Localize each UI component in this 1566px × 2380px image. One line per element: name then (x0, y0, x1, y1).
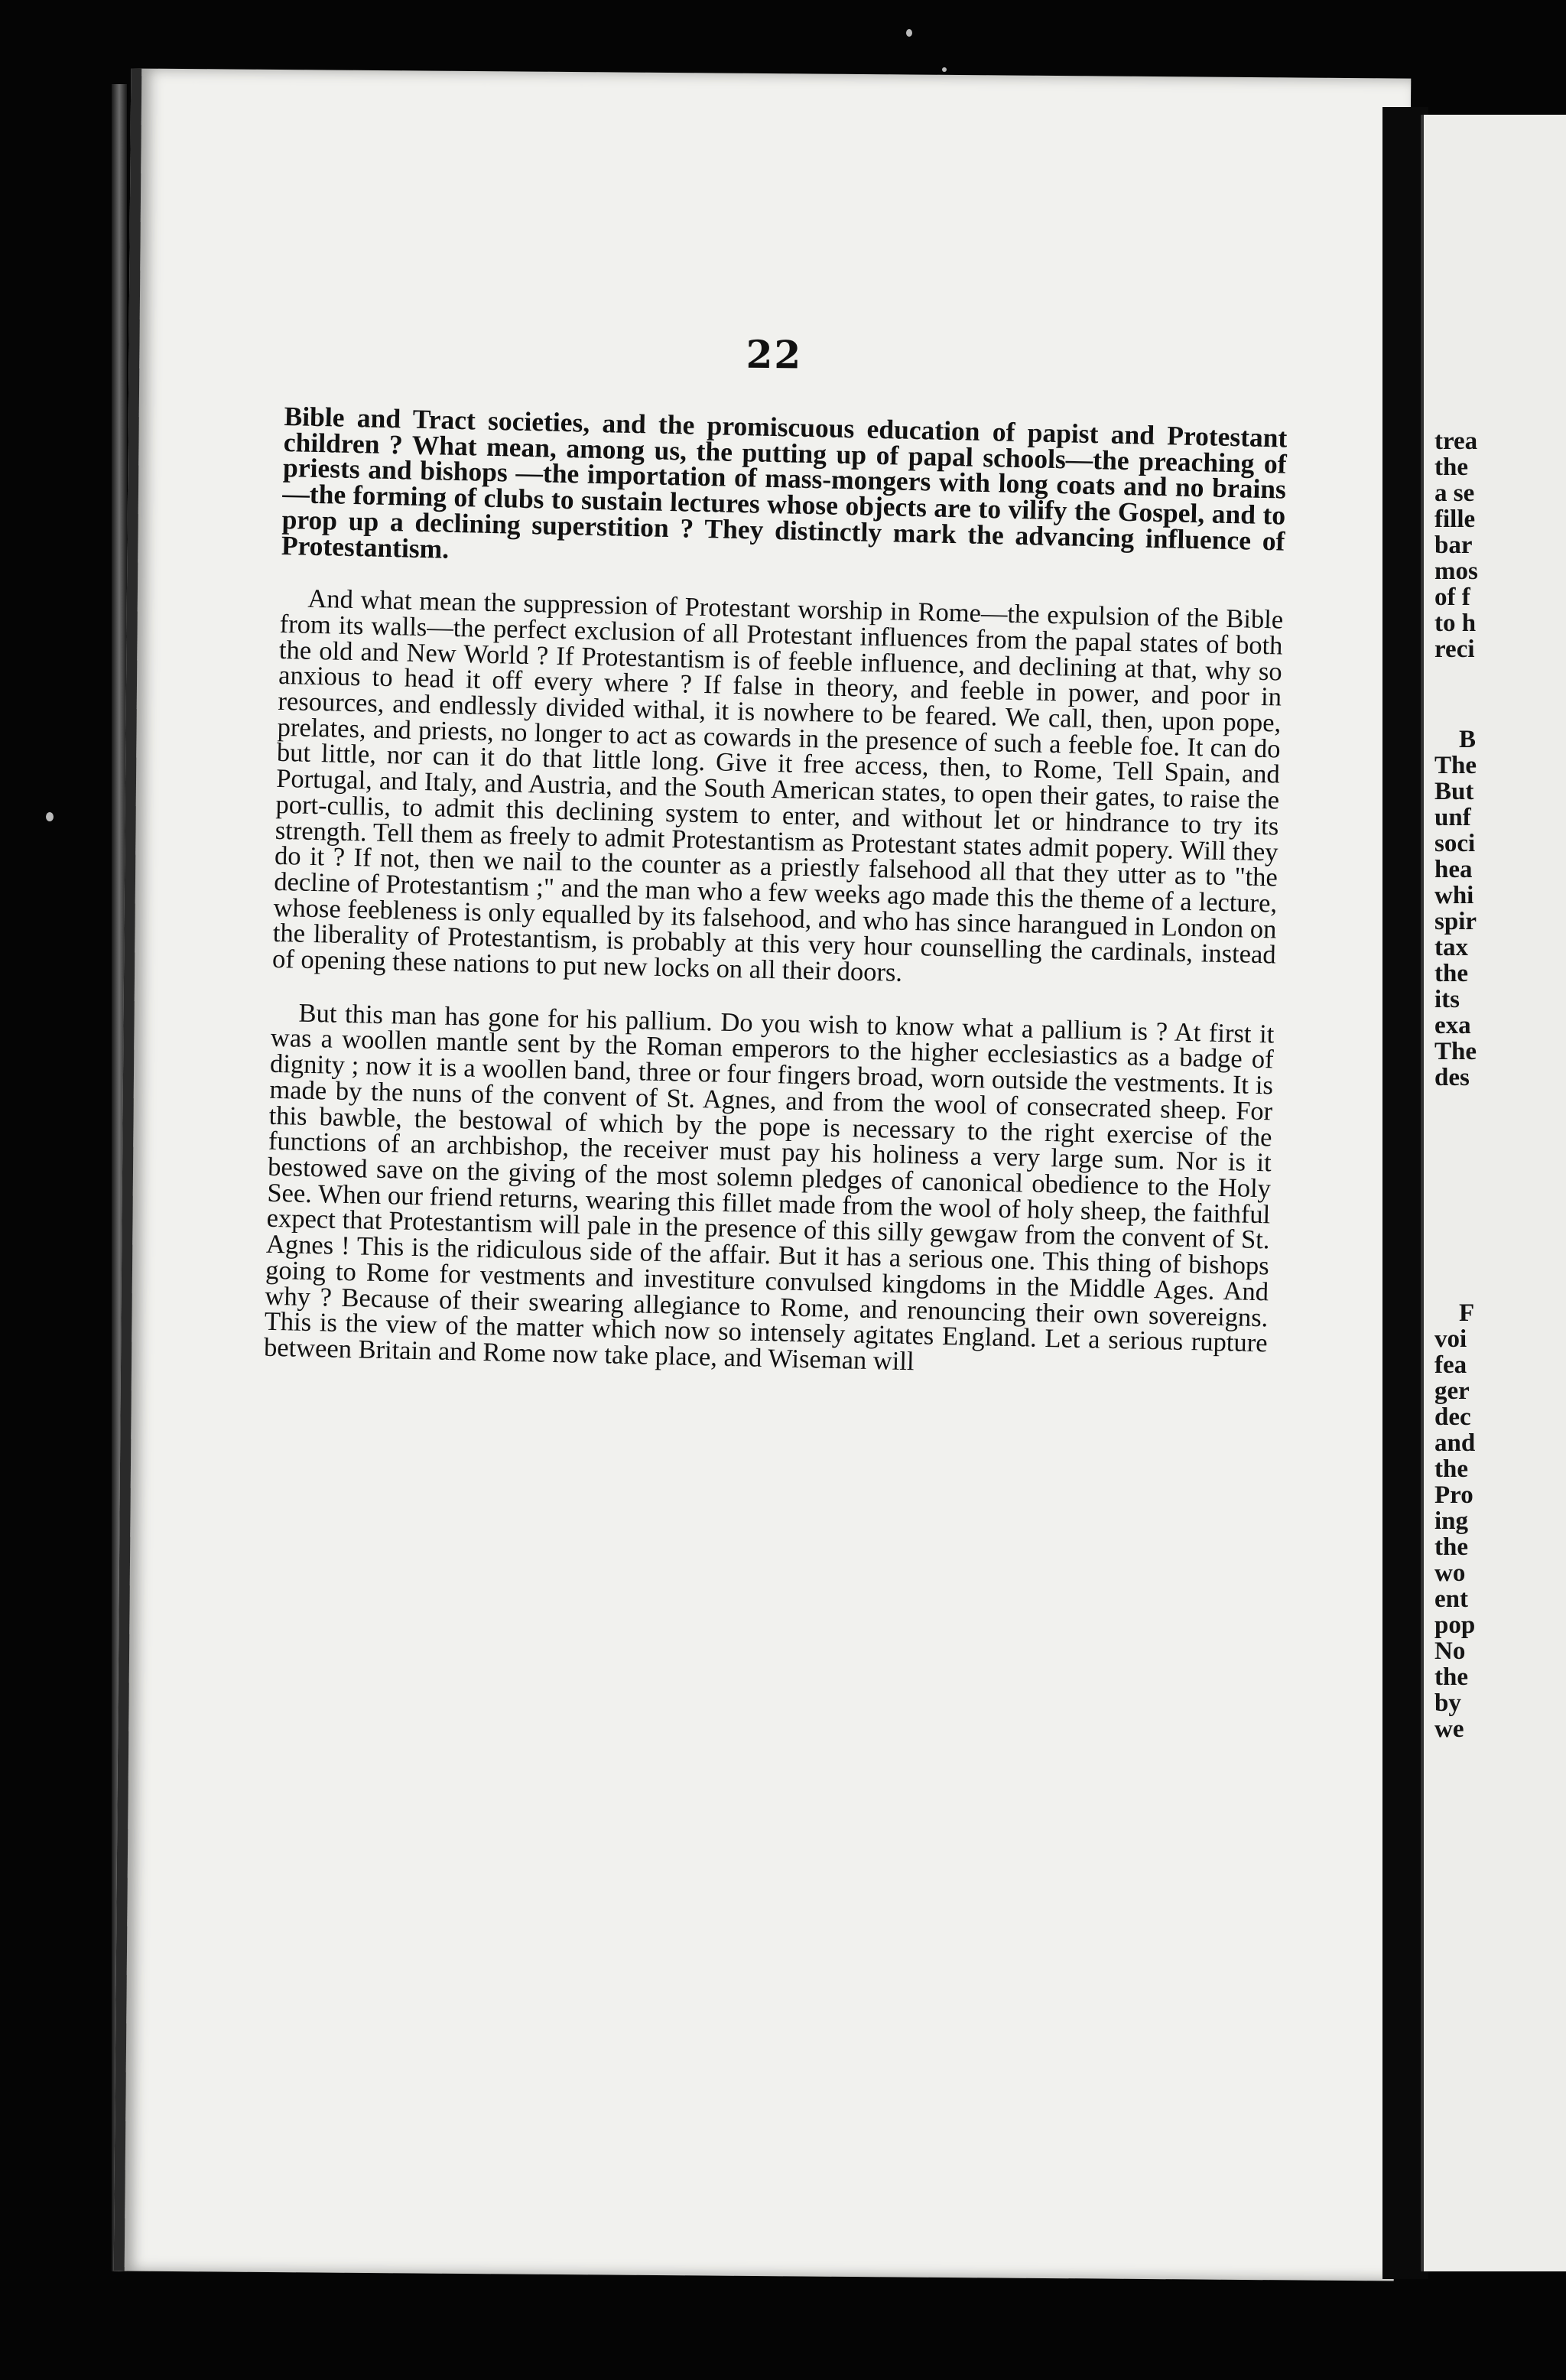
right-page-fragment: fille (1434, 506, 1476, 532)
right-page-fragment: But (1434, 779, 1474, 805)
body-text (263, 401, 1288, 1410)
right-page-fragment: des (1434, 1065, 1470, 1091)
right-page-fragment: hea (1434, 857, 1473, 883)
right-page-fragment: unf (1434, 805, 1471, 831)
right-page-fragment: the (1434, 1456, 1468, 1482)
paragraph-2: And what mean the suppression of Protestant worship in Rome—the expulsion of the Bible from its walls—the perfect exclusion of all Protestant influences from the papal states of both the old and New World ? If Protestantism is of feeble influence, and declining at that, why so anxious to head it off every where ? If false in theory, and feeble in power, and poor in resources, and endlessly divided withal, it is nowhere to be feared. We call, then, upon pope, prelates, and priests, no longer to act as cowards in the presence of such a feeble foe. It can do but little, nor can it do that little long. Give it free access, then, to Rome, Tell Spain, and Portugal, and Italy, and Austria, and the South American states, to open their gates, to raise the port-cullis, to admit this declining system to enter, and without let or hindrance to try its strength. Tell them as freely to admit Protestantism as Protestant states admit popery. Will they do it ? If not, then we nail to the counter as a priestly falsehood all that they utter as to "the decline of Protestantism ;" and the man who a few weeks ago made this the theme of a lecture, whose feebleness is only equalled by its falsehood, and who has since harangued in London on the liberality of Protestantism, is probably at this very hour counselling the cardinals, instead of opening these nations to put new locks on all their doors. (271, 584, 1284, 987)
right-page-fragment: wo (1434, 1560, 1466, 1586)
right-page-fragment: and (1434, 1430, 1476, 1456)
right-page-fragment: ent (1434, 1586, 1468, 1612)
right-page-fragment: of f (1434, 584, 1470, 610)
right-page-fragment: whi (1434, 883, 1474, 909)
right-page-fragment: dec (1434, 1404, 1471, 1430)
right-page-fragment: ger (1434, 1378, 1470, 1404)
dust-speck (906, 29, 912, 37)
right-page-fragment: the (1434, 1534, 1468, 1560)
right-page-fragment: Pro (1434, 1482, 1473, 1508)
right-page-fragment: the (1434, 454, 1468, 480)
paragraph-3: But this man has gone for his pallium. Do you wish to know what a pallium is ? At first it was a woollen mantle sent by the Roman emperors to the higher ecclesiastics as a badge of dignity ; now it is a woollen band, three or four fingers broad, worn outside the vestments. It is made by the nuns of the convent of St. Agnes, and from the wool of consecrated sheep. For this bawble, the bestowal of which by the pope is necessary to the right exercise of the functions of an archbishop, the receiver must pay his holiness a very large sum. Nor is it bestowed save on the giving of the most solemn pledges of canonical obedience to the Holy See. When our friend returns, wearing this fillet made from the wool of holy sheep, the faithful expect that Protestantism will pale in the presence of this silly gewgaw from the convent of St. Agnes ! This is the ridiculous side of the affair. But it has a serious one. This thing of bishops going to Rome for vestments and investiture convulsed kingdoms in the Middle Ages. And why ? Because of their swearing allegiance to Rome, and renouncing their own sovereigns. This is the view of the matter which now so intensely agitates England. Let a serious rupture between Britain and Rome now take place, and Wiseman will (263, 998, 1275, 1377)
right-page-fragment: voi (1434, 1326, 1467, 1352)
right-page-fragment: The (1434, 1039, 1477, 1065)
dust-speck (942, 67, 947, 72)
right-page-fragment: the (1434, 1664, 1468, 1690)
paragraph-1: Bible and Tract societies, and the promiscuous education of papist and Protestant children ? What mean, among us, the putting up of papal schools—the preaching of priests and bishops —the importation of mass-mongers with long coats and no brains —the forming of clubs to sustain lectures whose objects are to vilify the Gospel, and to prop up a declining superstition ? They distinctly mark the advancing influence of Protestantism. (281, 401, 1288, 564)
right-page-fragment: soci (1434, 831, 1476, 857)
page-number: 22 (746, 331, 803, 378)
right-page-fragment: mos (1434, 558, 1478, 584)
right-page-fragment: we (1434, 1716, 1464, 1742)
right-page-fragment: trea (1434, 428, 1478, 454)
right-page-fragment: to h (1434, 610, 1477, 636)
dust-speck (46, 812, 54, 821)
right-page-fragment: bar (1434, 532, 1473, 558)
right-page-fragment: its (1434, 987, 1460, 1013)
right-page-fragment: ing (1434, 1508, 1469, 1534)
right-page-fragment: the (1434, 961, 1468, 987)
right-page-fragment: B (1459, 727, 1477, 753)
right-page-fragment: pop (1434, 1612, 1476, 1638)
right-page-fragment: F (1459, 1300, 1475, 1326)
right-page-fragment: by (1434, 1690, 1461, 1716)
right-page-fragment: spir (1434, 909, 1477, 935)
right-page-fragment: The (1434, 753, 1477, 779)
right-page-fragment: exa (1434, 1013, 1471, 1039)
right-page-fragment: reci (1434, 636, 1475, 662)
right-page-fragment: No (1434, 1638, 1466, 1664)
right-page-fragment: a se (1434, 480, 1475, 506)
right-page-fragment: tax (1434, 935, 1468, 961)
right-page-fragment: fea (1434, 1352, 1467, 1378)
